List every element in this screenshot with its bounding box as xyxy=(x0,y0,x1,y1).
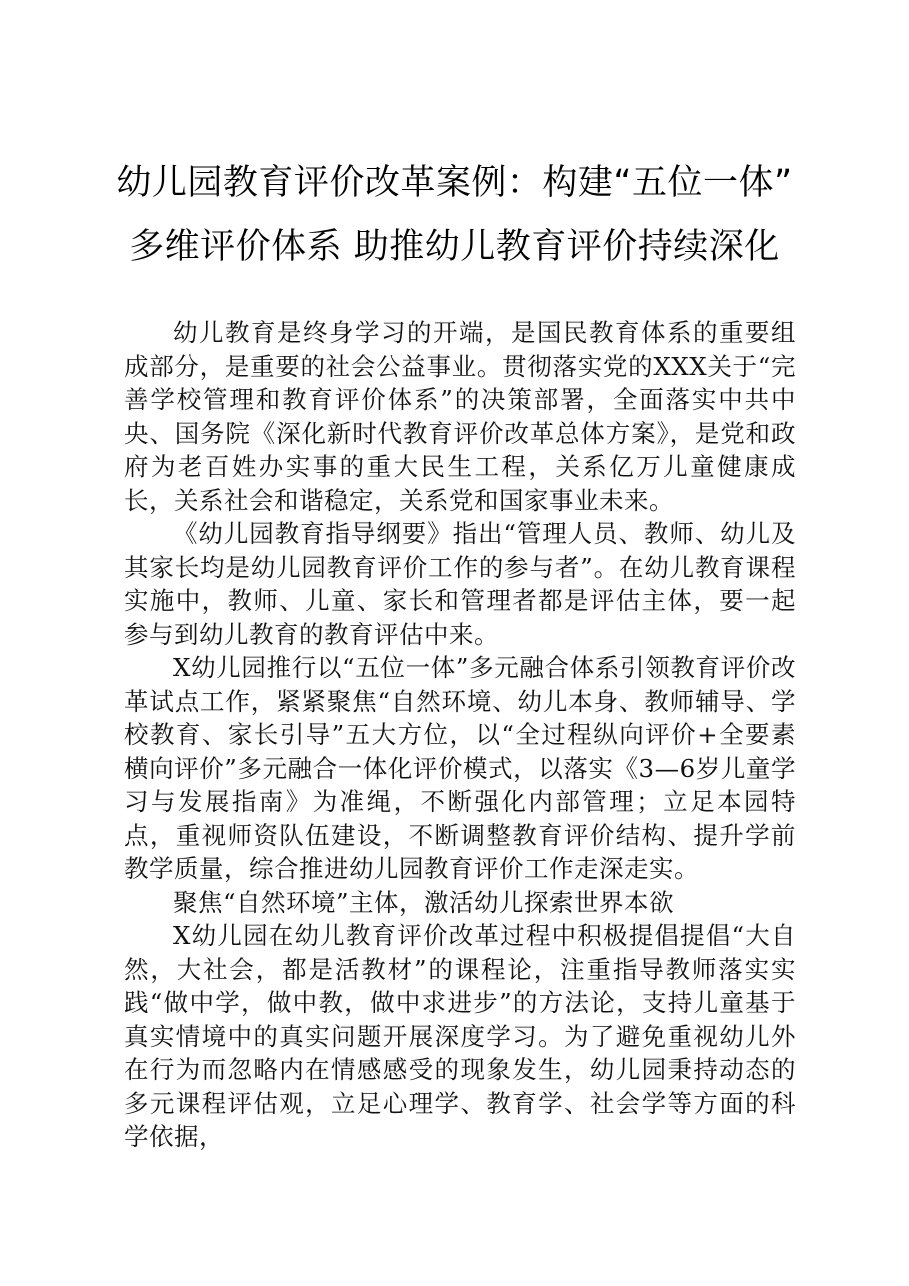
document-title-line-1: 幼儿园教育评价改革案例：构建“五位一体” xyxy=(116,163,793,203)
section-heading-natural-environment: 聚焦“自然环境”主体，激活幼儿探索世界本欲 xyxy=(173,887,675,917)
document-title-line-2: 多维评价体系 助推幼儿教育评价持续深化 xyxy=(129,227,780,267)
paragraph-intro: 幼儿教育是终身学习的开端，是国民教育体系的重要组成部分，是重要的社会公益事业。贯彻落实党的XXX关于“完善学校管理和教育评价体系”的决策部署，全面落实中共中央、国务院《深化新时代教育评价改革总体方案》，是党和政府为老百姓办实事的重大民生工程，关系亿万儿童健康成长，关系社会和谐稳定，关系党和国家事业未来。 xyxy=(124,318,796,515)
paragraph-guideline: 《幼儿园教育指导纲要》指出“管理人员、教师、幼儿及其家长均是幼儿园教育评价工作的参与者”。在幼儿教育课程实施中，教师、儿童、家长和管理者都是评估主体，要一起参与到幼儿教育的教育评估中来。 xyxy=(124,519,796,649)
document-body xyxy=(124,316,796,1154)
paragraph-natural-environment: X幼儿园在幼儿教育评价改革过程中积极提倡提倡“大自然，大社会，都是活教材”的课程论，注重指导教师落实实践“做中学，做中教，做中求进步”的方法论，支持儿童基于真实情境中的真实问题开展深度学习。为了避免重视幼儿外在行为而忽略内在情感感受的现象发生，幼儿园秉持动态的多元课程评估观，立足心理学、教育学、社会学等方面的科学依据， xyxy=(124,921,796,1151)
paragraph-five-in-one: X幼儿园推行以“五位一体”多元融合体系引领教育评价改革试点工作，紧紧聚焦“自然环境、幼儿本身、教师辅导、学校教育、家长引导”五大方位，以“全过程纵向评价+全要素横向评价”多元融合一体化评价模式，以落实《3—6岁儿童学习与发展指南》为准绳，不断强化内部管理；立足本园特点，重视师资队伍建设，不断调整教育评价结构、提升学前教学质量，综合推进幼儿园教育评价工作走深走实。 xyxy=(124,653,796,883)
